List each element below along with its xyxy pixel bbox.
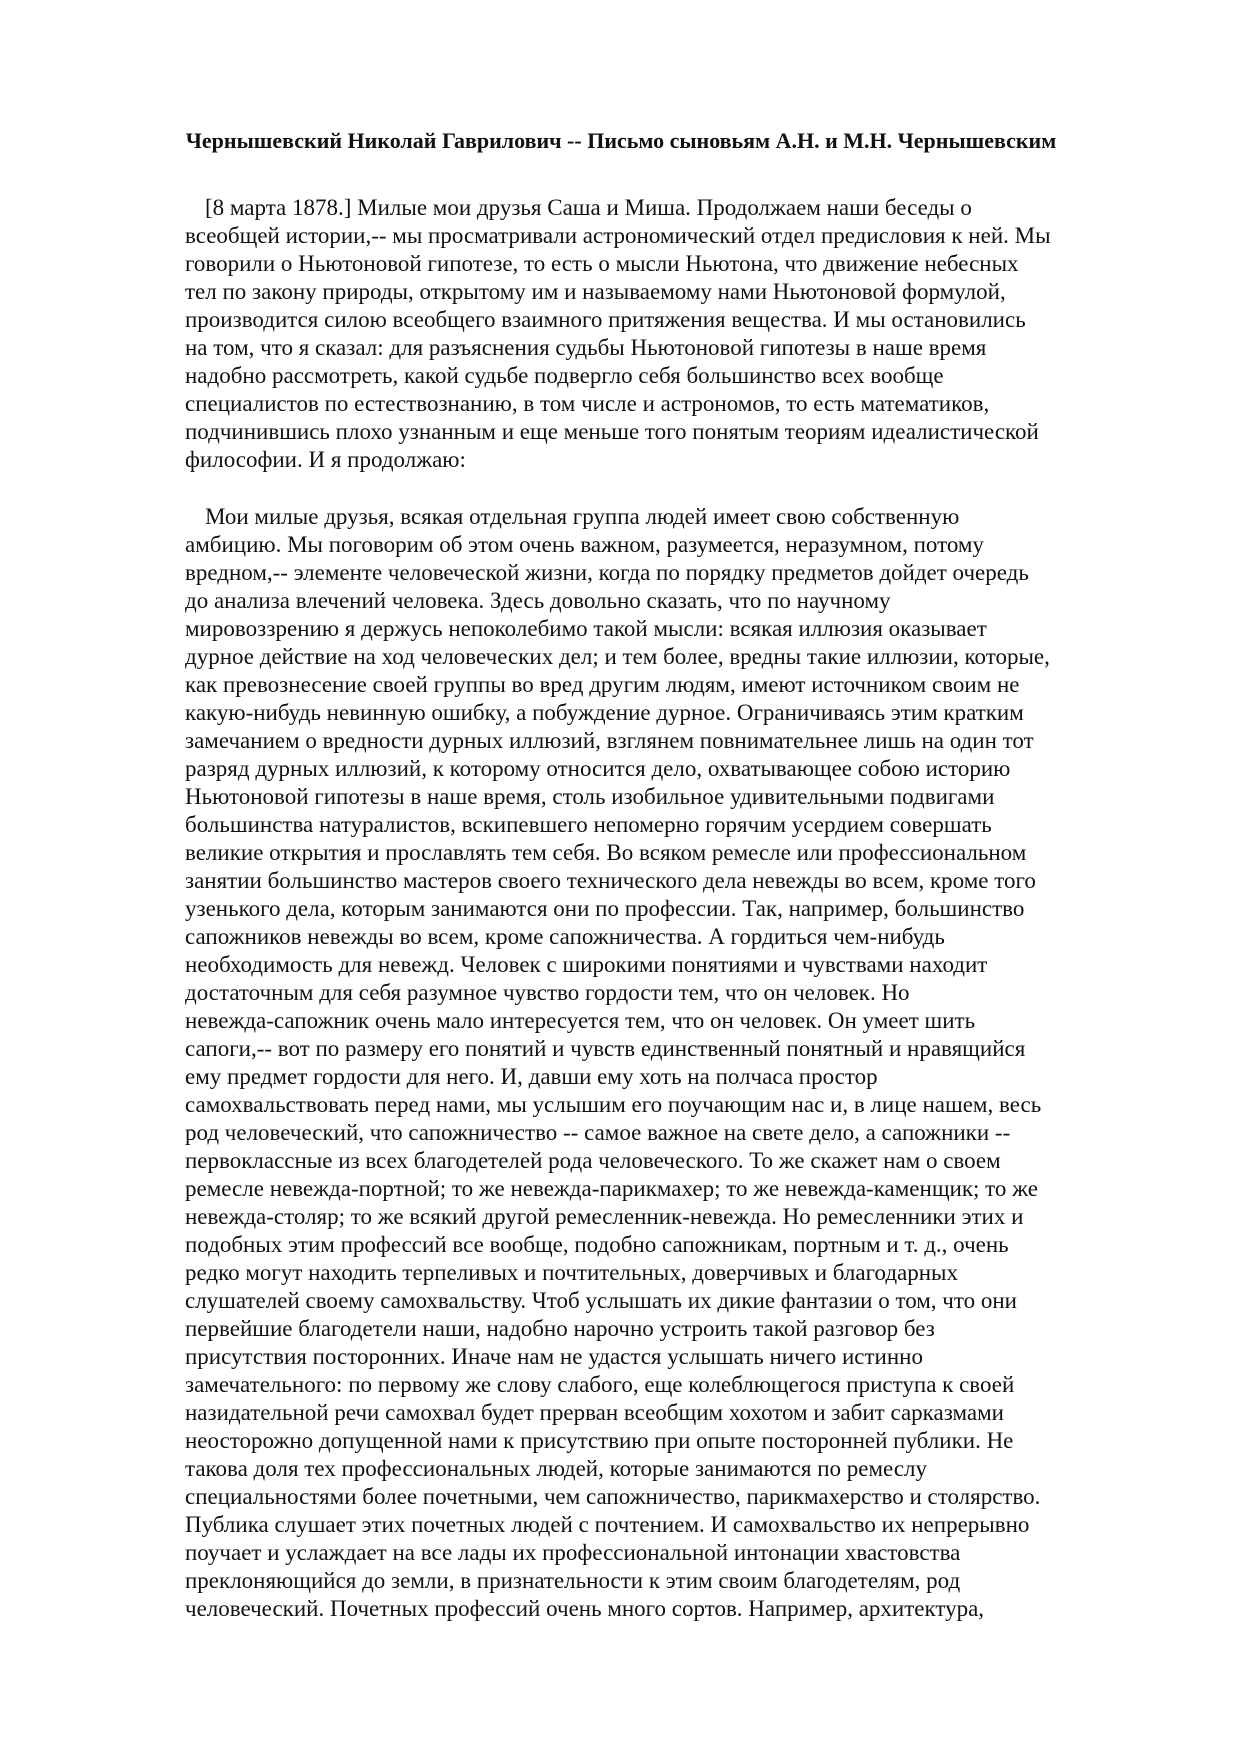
- paragraph-2-line: как превознесение своей группы во вред другим людям, имеют источником своим не: [185, 672, 1020, 697]
- paragraph-1-line: надобно рассмотреть, какой судьбе подвергло себя большинство всех вообще: [185, 363, 944, 388]
- paragraph-1-line: [8 марта 1878.] Милые мои друзья Саша и Миша. Продолжаем наши беседы о: [205, 195, 972, 220]
- paragraph-2-line: Ньютоновой гипотезы в наше время, столь изобильное удивительными подвигами: [185, 784, 995, 809]
- paragraph-2-line: подобных этим профессий все вообще, подобно сапожникам, портным и т. д., очень: [185, 1232, 1009, 1257]
- paragraph-2-line: неосторожно допущенной нами к присутствию при опыте посторонней публики. Не: [185, 1428, 1014, 1453]
- paragraph-2-line: дурное действие на ход человеческих дел; и тем более, вредны такие иллюзии, которые,: [185, 644, 1050, 669]
- paragraph-2-line: замечательного: по первому же слову слабого, еще колеблющегося приступа к своей: [185, 1372, 1015, 1397]
- paragraph-1-line: производится силою всеобщего взаимного притяжения вещества. И мы остановились: [185, 307, 1026, 332]
- paragraph-2-line: назидательной речи самохвал будет прерван всеобщим хохотом и забит сарказмами: [185, 1400, 1004, 1425]
- paragraph-2-line: большинства натуралистов, вскипевшего непомерно горячим усердием совершать: [185, 812, 992, 837]
- paragraph-2-line: вредном,-- элементе человеческой жизни, когда по порядку предметов дойдет очередь: [185, 560, 1029, 585]
- paragraph-2-line: до анализа влечений человека. Здесь довольно сказать, что по научному: [185, 588, 891, 613]
- paragraph-2-line: великие открытия и прославлять тем себя. Во всяком ремесле или профессиональном: [185, 840, 1027, 865]
- paragraph-1-line: тел по закону природы, открытому им и называемому нами Ньютоновой формулой,: [185, 279, 1006, 304]
- paragraph-2-line: редко могут находить терпеливых и почтительных, доверчивых и благодарных: [185, 1260, 958, 1285]
- paragraph-2-line: невежда-столяр; то же всякий другой ремесленник-невежда. Но ремесленники этих и: [185, 1204, 1024, 1229]
- paragraph-2-line: преклоняющийся до земли, в признательности к этим своим благодетелям, род: [185, 1568, 961, 1593]
- paragraph-2-line: ему предмет гордости для него. И, давши ему хоть на полчаса простор: [185, 1064, 878, 1089]
- paragraph-2-line: узенького дела, которым занимаются они по профессии. Так, например, большинство: [185, 896, 1025, 921]
- paragraph-2-line: поучает и услаждает на все лады их профессиональной интонации хвастовства: [185, 1540, 961, 1565]
- paragraph-2-line: род человеческий, что сапожничество -- самое важное на свете дело, а сапожники --: [185, 1120, 1011, 1145]
- paragraph-2-line: сапоги,-- вот по размеру его понятий и чувств единственный понятный и нравящийся: [185, 1036, 1026, 1061]
- paragraph-1-line: подчинившись плохо узнанным и еще меньше того понятым теориям идеалистической: [185, 419, 1039, 444]
- paragraph-2-line: мировоззрению я держусь непоколебимо такой мысли: всякая иллюзия оказывает: [185, 616, 987, 641]
- paragraph-2-line: занятии большинство мастеров своего технического дела невежды во всем, кроме того: [185, 868, 1036, 893]
- paragraph-1-line: специалистов по естествознанию, в том числе и астрономов, то есть математиков,: [185, 391, 990, 416]
- paragraph-2-line: невежда-сапожник очень мало интересуется тем, что он человек. Он умеет шить: [185, 1008, 976, 1033]
- paragraph-2-line: сапожников невежды во всем, кроме сапожничества. А гордиться чем-нибудь: [185, 924, 945, 949]
- paragraph-1-line: на том, что я сказал: для разъяснения судьбы Ньютоновой гипотезы в наше время: [185, 335, 987, 360]
- paragraph-2-line: замечанием о вредности дурных иллюзий, взглянем повнимательнее лишь на один тот: [185, 728, 1034, 753]
- paragraph-2-line: достаточным для себя разумное чувство гордости тем, что он человек. Но: [185, 980, 910, 1005]
- paragraph-2-line: разряд дурных иллюзий, к которому относится дело, охватывающее собою историю: [185, 756, 1011, 781]
- paragraph-2-line: Публика слушает этих почетных людей с почтением. И самохвальство их непрерывно: [185, 1512, 1030, 1537]
- paragraph-2-line: ремесле невежда-портной; то же невежда-парикмахер; то же невежда-каменщик; то же: [185, 1176, 1038, 1201]
- paragraph-2-line: первоклассные из всех благодетелей рода человеческого. То же скажет нам о своем: [185, 1148, 1001, 1173]
- paragraph-1-line: философии. И я продолжаю:: [185, 447, 466, 472]
- paragraph-2-line: амбицию. Мы поговорим об этом очень важном, разумеется, неразумном, потому: [185, 532, 984, 557]
- paragraph-2-line: Мои милые друзья, всякая отдельная группа людей имеет свою собственную: [205, 504, 960, 529]
- paragraph-2-line: присутствия посторонних. Иначе нам не удастся услышать ничего истинно: [185, 1344, 923, 1369]
- paragraph-2-line: человеческий. Почетных профессий очень много сортов. Например, архитектура,: [185, 1596, 985, 1621]
- paragraph-2-line: специальностями более почетными, чем сапожничество, парикмахерство и столярство.: [185, 1484, 1041, 1509]
- paragraph-2-line: необходимость для невежд. Человек с широкими понятиями и чувствами находит: [185, 952, 988, 977]
- paragraph-2-line: какую-нибудь невинную ошибку, а побуждение дурное. Ограничиваясь этим кратким: [185, 700, 1024, 725]
- paragraph-1-line: говорили о Ньютоновой гипотезе, то есть о мысли Ньютона, что движение небесных: [185, 251, 1019, 276]
- document-title: Чернышевский Николай Гаврилович -- Письмо сыновьям А.Н. и М.Н. Чернышевским: [185, 128, 1057, 153]
- paragraph-2-line: самохвальствовать перед нами, мы услышим его поучающим нас и, в лице нашем, весь: [185, 1092, 1042, 1117]
- paragraph-2-line: слушателей своему самохвальству. Чтоб услышать их дикие фантазии о том, что они: [185, 1288, 1017, 1313]
- paragraph-1-line: всеобщей истории,-- мы просматривали астрономический отдел предисловия к ней. Мы: [185, 223, 1051, 248]
- paragraph-2-line: первейшие благодетели наши, надобно нарочно устроить такой разговор без: [185, 1316, 935, 1341]
- paragraph-2-line: такова доля тех профессиональных людей, которые занимаются по ремеслу: [185, 1456, 928, 1481]
